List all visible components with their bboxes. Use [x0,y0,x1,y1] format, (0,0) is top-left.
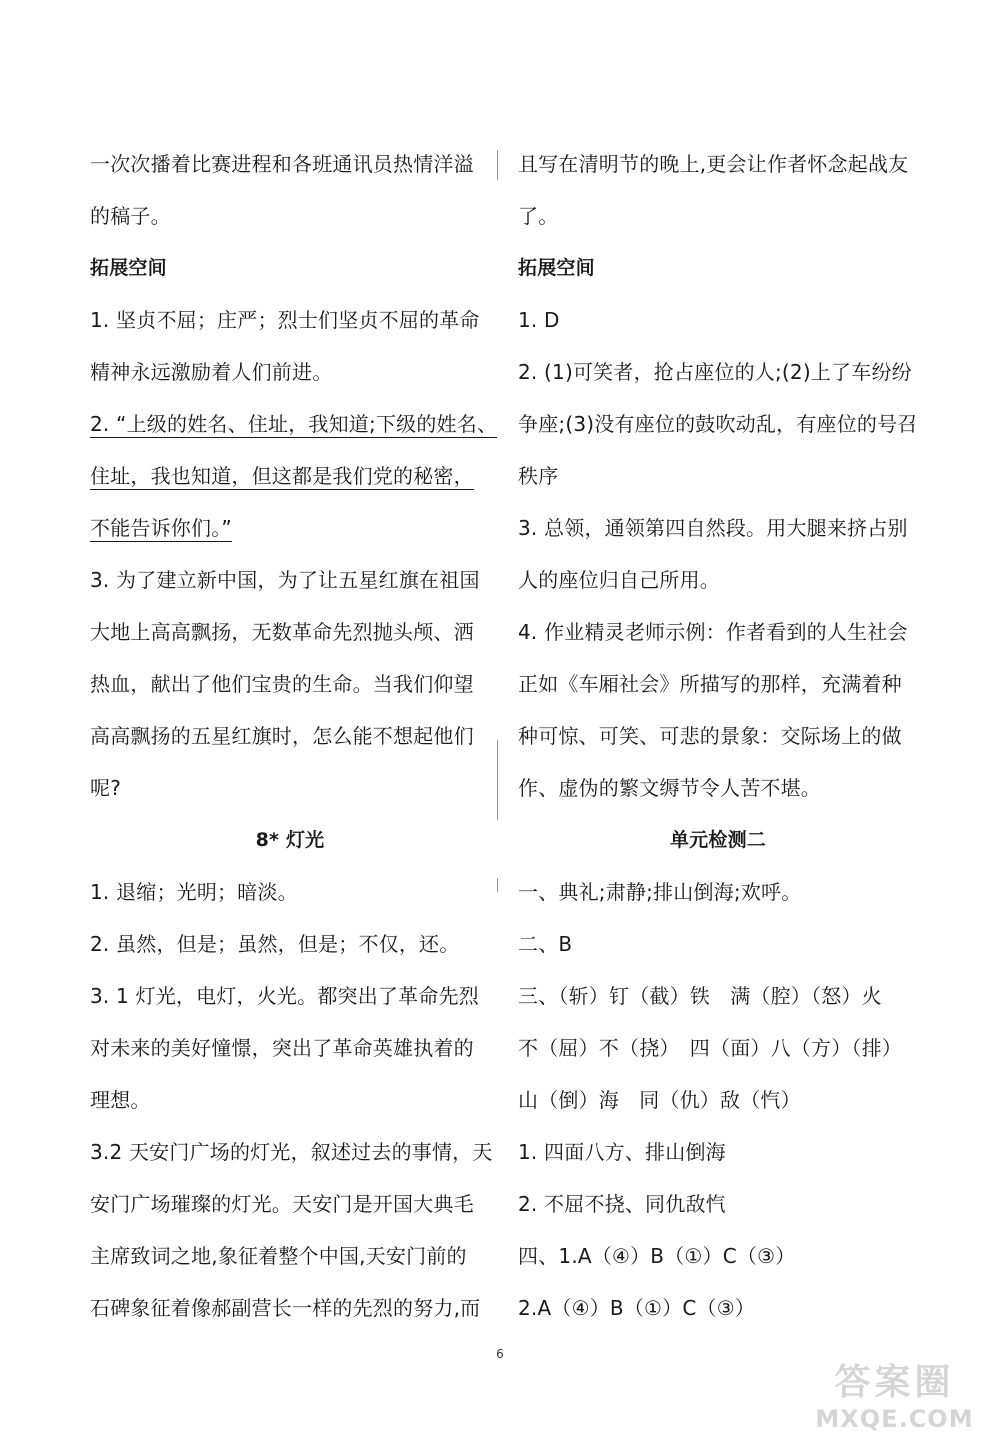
text-line: 2.A（④）B（①）C（③） [518,1296,756,1320]
underlined-quote-line: 住址，我也知道，但这都是我们党的秘密， [90,464,474,488]
column-divider [497,150,498,180]
text-line: 四、1.A（④）B（①）C（③） [518,1244,796,1268]
text-line: 作、虚伪的繁文缛节令人苦不堪。 [518,776,821,800]
text-line: 的稿子。 [90,204,171,228]
watermark-logo-text: 答案圈 [834,1361,955,1403]
text-line: 高高飘扬的五星红旗时，怎么能不想起他们 [90,724,474,748]
text-line: 争座;(3)没有座位的鼓吹动乱，有座位的号召 [518,412,918,436]
text-line: 了。 [518,204,559,228]
text-line: 热血，献出了他们宝贵的生命。当我们仰望 [90,672,474,696]
text-line: 二、B [518,932,573,956]
underlined-quote-line: 不能告诉你们。” [90,516,232,540]
text-line: 一、典礼;肃静;排山倒海;欢呼。 [518,880,802,904]
right-column [518,138,918,1334]
column-divider [497,740,498,820]
text-line: 理想。 [90,1088,151,1112]
text-line: 2. 虽然，但是；虽然，但是；不仅，还。 [90,932,460,956]
watermark-site-text: MXQE.COM [815,1405,974,1433]
left-column [90,138,498,1334]
watermark-logo [807,1360,982,1440]
lesson-title: 8* 灯光 [255,829,325,851]
text-line: 呢? [90,776,122,800]
text-line: 对未来的美好憧憬，突出了革命英雄执着的 [90,1036,474,1060]
text-line: 人的座位归自己所用。 [518,568,720,592]
text-line: 2. (1)可笑者，抢占座位的人;(2)上了车纷纷 [518,360,912,384]
text-line: 主席致词之地,象征着整个中国,天安门前的 [90,1244,467,1268]
text-line: 2. 不屈不挠、同仇敌忾 [518,1192,726,1216]
text-line: 3. 为了建立新中国，为了让五星红旗在祖国 [90,568,480,592]
text-line: 1. D [518,308,560,332]
text-line: 3.2 天安门广场的灯光，叙述过去的事情，天 [90,1140,493,1164]
unit-test-title: 单元检测二 [669,829,766,851]
text-line: 3. 1 灯光，电灯，火光。都突出了革命先烈 [90,984,479,1008]
text-line: 山（倒）海 同（仇）敌（忾） [518,1088,801,1112]
text-line: 大地上高高飘扬，无数革命先烈抛头颅、洒 [90,620,474,644]
text-line: 一次次播着比赛进程和各班通讯员热情洋溢 [90,152,474,176]
column-divider [497,878,498,892]
text-line: 1. 四面八方、排山倒海 [518,1140,726,1164]
text-line: 3. 总领，通领第四自然段。用大腿来挤占别 [518,516,908,540]
text-line: 种可惊、可笑、可悲的景象：交际场上的做 [518,724,902,748]
underlined-quote-line: 2. “上级的姓名、住址，我知道;下级的姓名、 [90,412,498,436]
text-line: 石碑象征着像郝副营长一样的先烈的努力,而 [90,1296,481,1320]
section-heading: 拓展空间 [90,257,167,279]
text-line: 三、（斩）钉（截）铁 满（腔）（怒）火 [518,984,882,1008]
text-line: 1. 退缩；光明；暗淡。 [90,880,298,904]
text-line: 正如《车厢社会》所描写的那样，充满着种 [518,672,902,696]
text-line: 秩序 [518,464,559,488]
text-line: 4. 作业精灵老师示例：作者看到的人生社会 [518,620,908,644]
text-line: 安门广场璀璨的灯光。天安门是开国大典毛 [90,1192,474,1216]
section-heading: 拓展空间 [518,257,595,279]
text-line: 1. 坚贞不屈；庄严；烈士们坚贞不屈的革命 [90,308,480,332]
text-line: 精神永远激励着人们前进。 [90,360,333,384]
text-line: 不（屈）不（挠） 四（面）八（方）（排） [518,1036,902,1060]
page-number: 6 [496,1347,504,1361]
text-line: 且写在清明节的晚上,更会让作者怀念起战友 [518,152,909,176]
